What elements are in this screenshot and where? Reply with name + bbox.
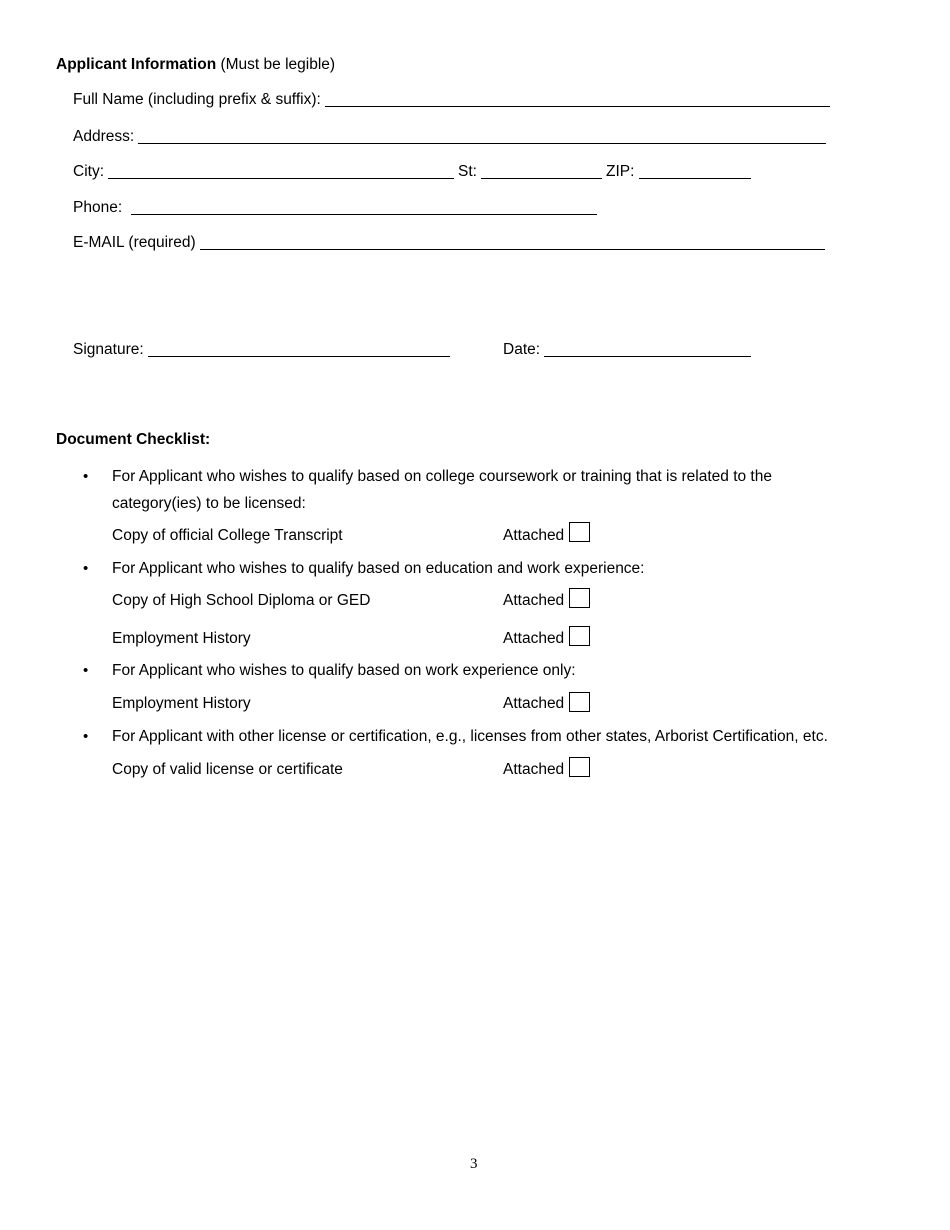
bullet-text-2: For Applicant who wishes to qualify based on education and work experience: bbox=[112, 560, 645, 577]
zip-field[interactable] bbox=[639, 178, 751, 179]
address-field[interactable] bbox=[138, 143, 826, 144]
bullet-text-1-cont: category(ies) to be licensed: bbox=[112, 495, 306, 512]
signature-field[interactable] bbox=[148, 356, 450, 357]
state-label: St: bbox=[458, 163, 477, 180]
phone-label: Phone: bbox=[73, 199, 123, 216]
email-label: E-MAIL (required) bbox=[73, 234, 196, 251]
signature-label: Signature: bbox=[73, 341, 144, 358]
attached-label: Attached bbox=[503, 695, 565, 712]
checklist-item-label: Employment History bbox=[112, 630, 251, 647]
email-field[interactable] bbox=[200, 249, 825, 250]
page-number: 3 bbox=[470, 1156, 478, 1172]
bullet-icon: • bbox=[83, 728, 89, 745]
bullet-icon: • bbox=[83, 468, 89, 485]
full-name-label: Full Name (including prefix & suffix): bbox=[73, 91, 321, 108]
full-name-field[interactable] bbox=[325, 106, 830, 107]
bullet-text-4: For Applicant with other license or certification, e.g., licenses from other states, Arborist Certification, etc. bbox=[112, 728, 828, 745]
attached-checkbox[interactable] bbox=[569, 757, 590, 777]
zip-label: ZIP: bbox=[606, 163, 635, 180]
bullet-text-1: For Applicant who wishes to qualify based on college coursework or training that is related to the bbox=[112, 468, 772, 485]
attached-label: Attached bbox=[503, 630, 565, 647]
applicant-heading-note: (Must be legible) bbox=[220, 56, 336, 73]
bullet-text-3: For Applicant who wishes to qualify based on work experience only: bbox=[112, 662, 576, 679]
attached-checkbox[interactable] bbox=[569, 522, 590, 542]
attached-checkbox[interactable] bbox=[569, 588, 590, 608]
bullet-icon: • bbox=[83, 662, 89, 679]
address-label: Address: bbox=[73, 128, 135, 145]
section-heading-applicant bbox=[56, 56, 335, 74]
attached-checkbox[interactable] bbox=[569, 626, 590, 646]
bullet-icon: • bbox=[83, 560, 89, 577]
attached-label: Attached bbox=[503, 761, 565, 778]
city-label: City: bbox=[73, 163, 104, 180]
state-field[interactable] bbox=[481, 178, 602, 179]
attached-checkbox[interactable] bbox=[569, 692, 590, 712]
date-label: Date: bbox=[503, 341, 541, 358]
checklist-item-label: Copy of High School Diploma or GED bbox=[112, 592, 371, 609]
attached-label: Attached bbox=[503, 527, 565, 544]
checklist-item-label: Copy of official College Transcript bbox=[112, 527, 343, 544]
checklist-item-label: Copy of valid license or certificate bbox=[112, 761, 343, 778]
checklist-heading: Document Checklist: bbox=[56, 431, 211, 448]
date-field[interactable] bbox=[544, 356, 751, 357]
phone-field[interactable] bbox=[131, 214, 597, 215]
city-field[interactable] bbox=[108, 178, 454, 179]
attached-label: Attached bbox=[503, 592, 565, 609]
checklist-item-label: Employment History bbox=[112, 695, 251, 712]
applicant-heading: Applicant Information bbox=[56, 56, 217, 73]
